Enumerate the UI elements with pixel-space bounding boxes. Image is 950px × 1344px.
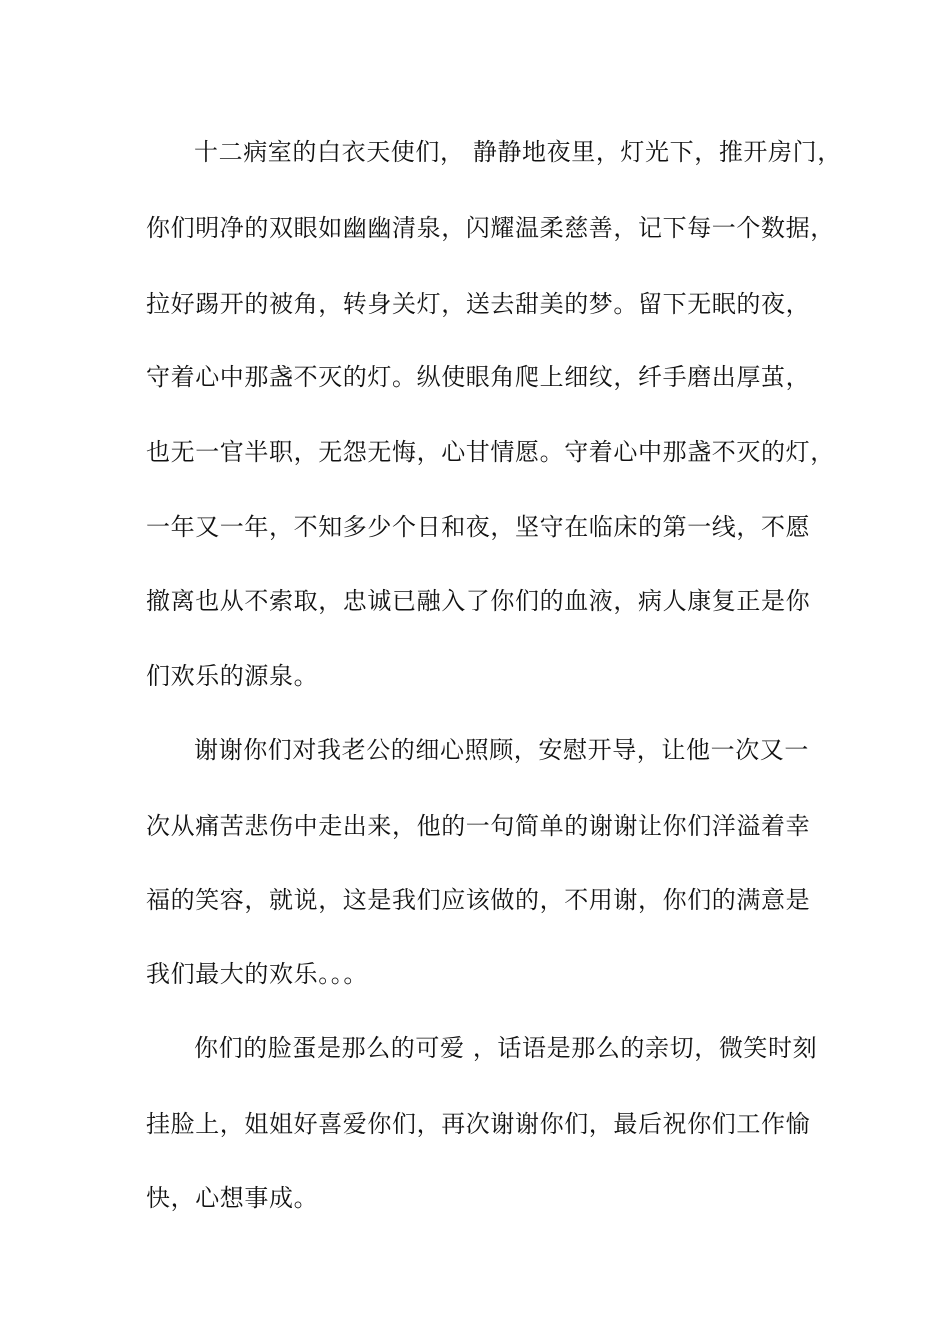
paragraph-2-line-4: 我们最大的欢乐。。。 xyxy=(146,960,368,988)
paragraph-1-line-5: 也无一官半职，无怨无悔，心甘情愿。守着心中那盏不灭的灯， xyxy=(146,438,835,466)
paragraph-1-line-1: 十二病室的白衣天使们， 静静地夜里，灯光下，推开房门， xyxy=(194,138,842,166)
paragraph-1-line-8: 们欢乐的源泉。 xyxy=(146,662,319,690)
paragraph-1-line-6: 一年又一年，不知多少个日和夜，坚守在临床的第一线，不愿 xyxy=(146,513,811,541)
paragraph-1-line-2: 你们明净的双眼如幽幽清泉，闪耀温柔慈善，记下每一个数据， xyxy=(146,214,835,242)
paragraph-1-line-3: 拉好踢开的被角，转身关灯，送去甜美的梦。留下无眠的夜， xyxy=(146,290,811,318)
paragraph-2-line-3: 福的笑容，就说，这是我们应该做的，不用谢，你们的满意是 xyxy=(146,886,811,914)
paragraph-1-line-7: 撤离也从不索取，忠诚已融入了你们的血液，病人康复正是你 xyxy=(146,587,811,615)
paragraph-2-line-1: 谢谢你们对我老公的细心照顾，安慰开导，让他一次又一 xyxy=(194,736,809,764)
paragraph-3-line-3: 快，心想事成。 xyxy=(146,1184,319,1212)
paragraph-3-line-1: 你们的脸蛋是那么的可爱 ，话语是那么的亲切，微笑时刻 xyxy=(194,1034,818,1062)
paragraph-2-line-2: 次从痛苦悲伤中走出来，他的一句简单的谢谢让你们洋溢着幸 xyxy=(146,812,811,840)
paragraph-1-line-4: 守着心中那盏不灭的灯。纵使眼角爬上细纹，纤手磨出厚茧， xyxy=(146,363,811,391)
paragraph-3-line-2: 挂脸上，姐姐好喜爱你们，再次谢谢你们，最后祝你们工作愉 xyxy=(146,1110,811,1138)
